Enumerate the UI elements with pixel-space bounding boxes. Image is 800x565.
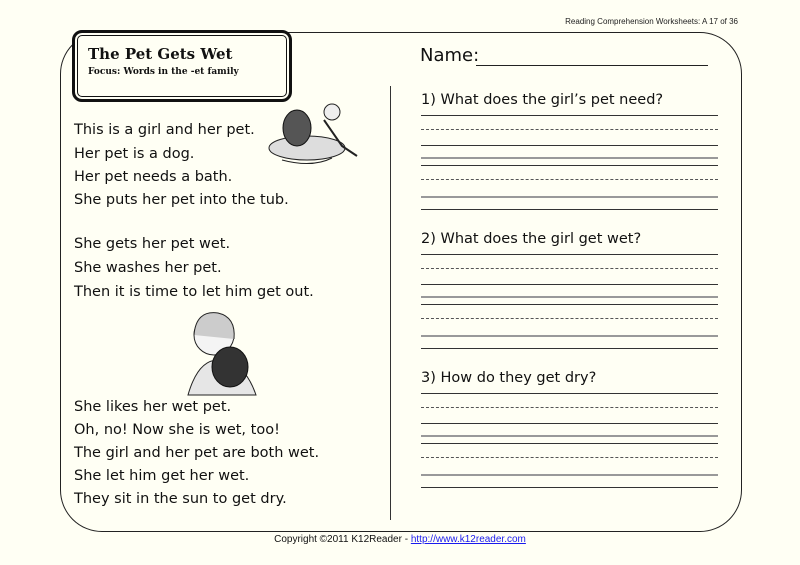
girl-bathing-dog-illustration — [262, 98, 362, 166]
answer-writing-line[interactable] — [421, 457, 718, 458]
story-line: She washes her pet. — [74, 260, 222, 276]
answer-writing-line[interactable] — [421, 165, 718, 166]
answer-writing-line[interactable] — [421, 335, 718, 337]
question-underline — [421, 393, 718, 394]
story-line: She likes her wet pet. — [74, 399, 232, 415]
story-line: She gets her pet wet. — [74, 236, 231, 252]
answer-writing-line[interactable] — [421, 157, 718, 159]
answer-writing-line[interactable] — [421, 268, 718, 269]
story-line: They sit in the sun to get dry. — [74, 491, 287, 507]
answer-writing-line[interactable] — [421, 304, 718, 305]
worksheet-title: The Pet Gets Wet — [88, 45, 233, 63]
k12reader-link[interactable]: http://www.k12reader.com — [410, 534, 526, 545]
answer-writing-line[interactable] — [421, 407, 718, 408]
answer-writing-line[interactable] — [421, 145, 718, 146]
copyright-text: Copyright ©2011 K12Reader - — [274, 534, 411, 545]
answer-writing-line[interactable] — [421, 179, 718, 180]
answer-writing-line[interactable] — [421, 443, 718, 444]
story-line: Her pet is a dog. — [74, 146, 195, 162]
answer-writing-line[interactable] — [421, 296, 718, 298]
story-line: The girl and her pet are both wet. — [74, 445, 320, 461]
page-header: Reading Comprehension Worksheets: A 17 of 36 — [565, 17, 738, 26]
answer-writing-line[interactable] — [421, 474, 718, 476]
answer-writing-line[interactable] — [421, 423, 718, 424]
story-line: Then it is time to let him get out. — [74, 284, 314, 300]
story-line: Oh, no! Now she is wet, too! — [74, 422, 280, 438]
focus-subtitle: Focus: Words in the -et family — [88, 67, 239, 77]
answer-writing-line[interactable] — [421, 487, 718, 488]
question-3: 3) How do they get dry? — [421, 370, 597, 386]
answer-writing-line[interactable] — [421, 129, 718, 130]
answer-writing-line[interactable] — [421, 209, 718, 210]
story-line: She puts her pet into the tub. — [74, 192, 289, 208]
question-underline — [421, 115, 718, 116]
question-1: 1) What does the girl’s pet need? — [421, 92, 664, 108]
question-2: 2) What does the girl get wet? — [421, 231, 642, 247]
answer-writing-line[interactable] — [421, 284, 718, 285]
footer — [0, 534, 800, 545]
answer-writing-line[interactable] — [421, 196, 718, 198]
answer-writing-line[interactable] — [421, 348, 718, 349]
story-line: This is a girl and her pet. — [74, 122, 255, 138]
answer-writing-line[interactable] — [421, 318, 718, 319]
girl-holding-puppy-illustration — [178, 305, 266, 397]
title-box — [72, 30, 292, 102]
column-divider — [390, 86, 391, 520]
name-field[interactable] — [476, 65, 708, 66]
answer-writing-line[interactable] — [421, 435, 718, 437]
question-underline — [421, 254, 718, 255]
name-label: Name: — [420, 45, 480, 66]
story-line: Her pet needs a bath. — [74, 169, 233, 185]
story-line: She let him get her wet. — [74, 468, 250, 484]
